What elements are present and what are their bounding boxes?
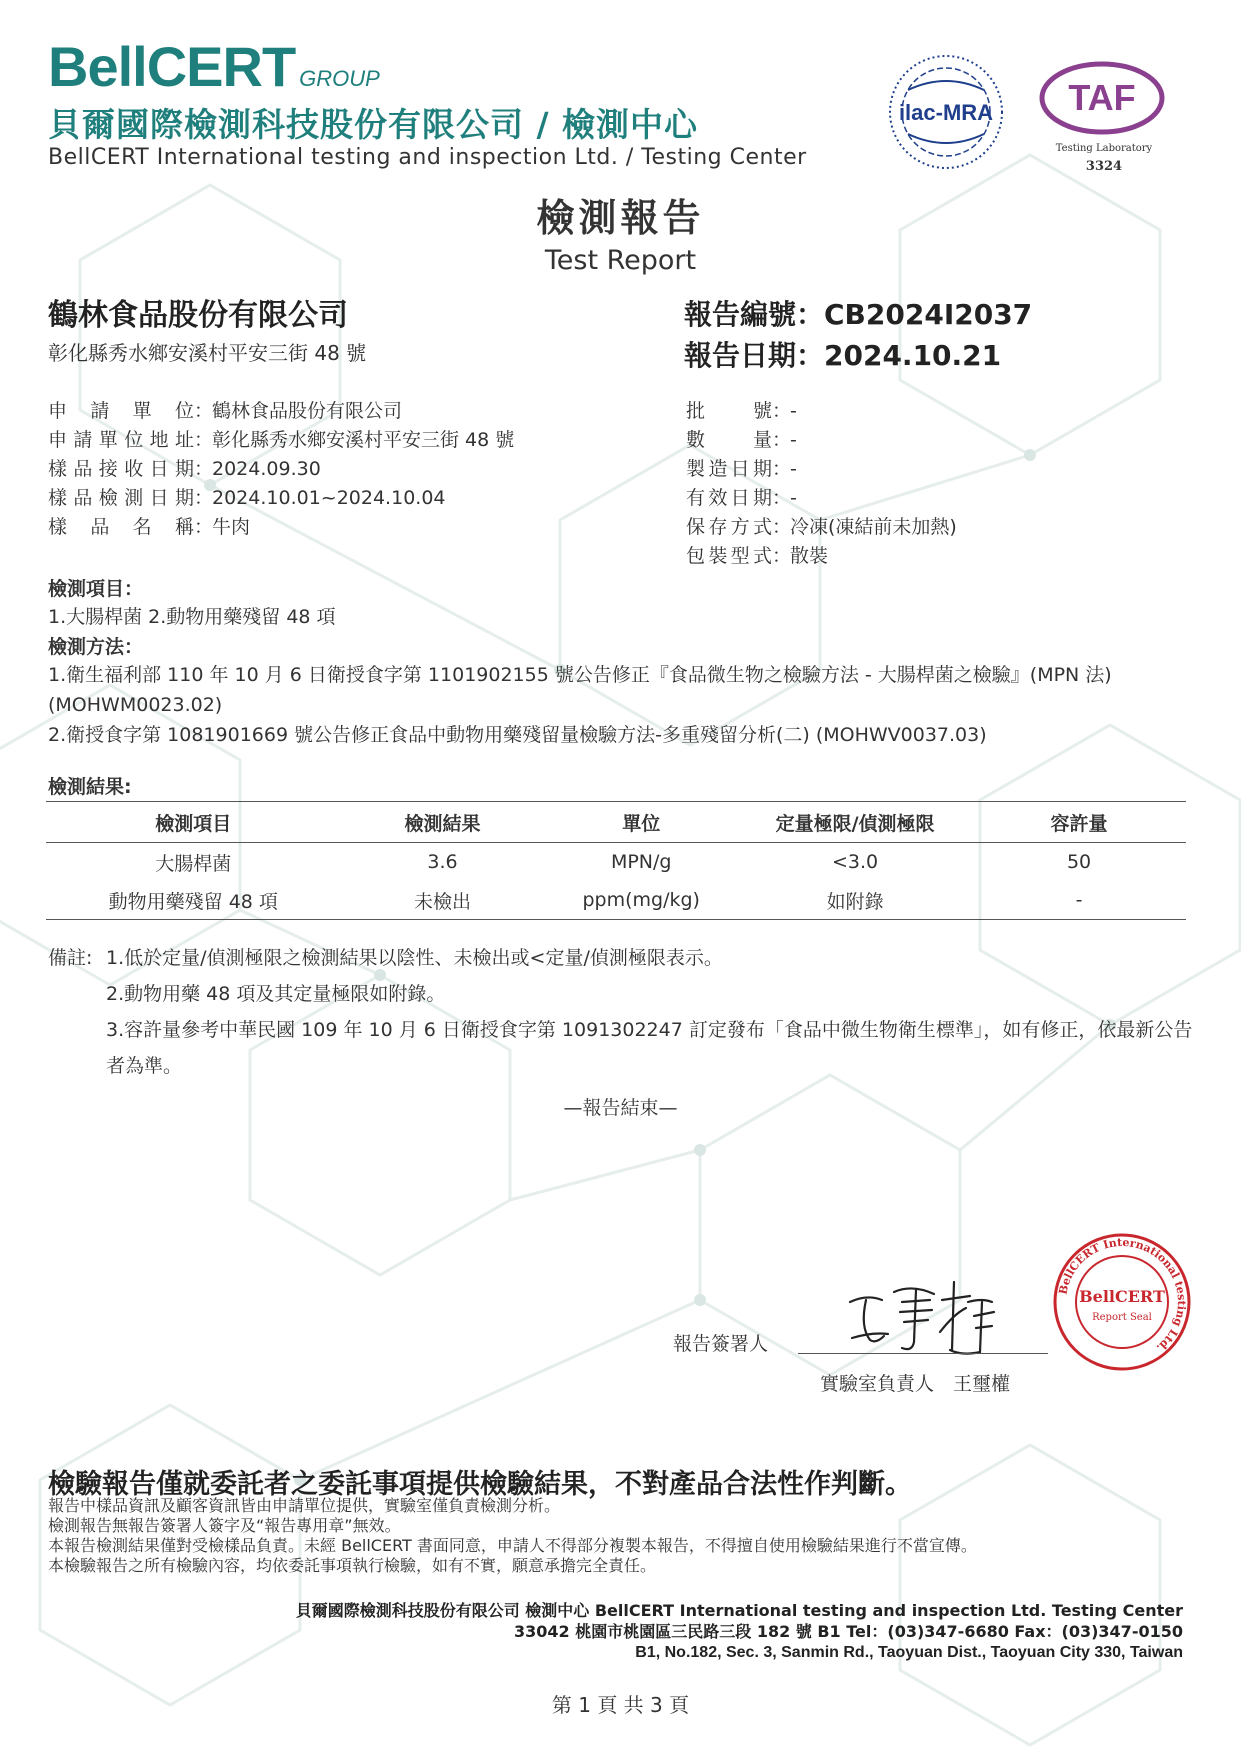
- table-row: [46, 843, 1186, 882]
- brand-logo: [48, 34, 380, 99]
- column-header: 容許量: [972, 802, 1186, 843]
- lab-supervisor-name: 實驗室負責人 王璽權: [820, 1373, 1011, 1395]
- report-date: 報告日期：2024.10.21: [684, 339, 1002, 372]
- info-value: 鶴林食品股份有限公司: [212, 400, 403, 422]
- disclaimer-line: 本報告檢測結果僅對受檢樣品負責。未經 BellCERT 書面同意，申請人不得部分複製本報告，不得擅自使用檢驗結果進行不當宣傳。: [48, 1536, 977, 1555]
- sample-info-right: [686, 397, 957, 571]
- column-header: 檢測結果: [341, 802, 545, 843]
- footer-line: 貝爾國際檢測科技股份有限公司 檢測中心 BellCERT International testing and inspection Ltd. Testing Center: [295, 1601, 1183, 1620]
- note-line: 2.動物用藥 48 項及其定量極限如附錄。: [106, 983, 446, 1005]
- taf-lab-label: Testing Laboratory: [1055, 143, 1153, 154]
- info-value: -: [790, 458, 797, 480]
- brand-sub: GROUP: [299, 66, 380, 91]
- test-methods-heading: 檢測方法：: [48, 636, 144, 658]
- info-label: 樣品名稱: [48, 516, 194, 538]
- report-seal-stamp: [1052, 1232, 1192, 1372]
- disclaimer-line: 本檢驗報告之所有檢驗內容，均依委託事項執行檢驗，如有不實，願意承擔完全責任。: [48, 1556, 657, 1575]
- info-row: 申請單位地址 ： 彰化縣秀水鄉安溪村平安三街 48 號: [48, 426, 514, 455]
- footer-line: B1, No.182, Sec. 3, Sanmin Rd., Taoyuan Dist., Taoyuan City 330, Taiwan: [635, 1644, 1183, 1661]
- info-row: 批號 ： -: [686, 397, 957, 426]
- info-row: 樣品檢測日期 ： 2024.10.01~2024.10.04: [48, 484, 514, 513]
- info-label: 批號: [686, 400, 772, 422]
- info-label: 保存方式: [686, 516, 772, 538]
- disclaimer-lines: [48, 1496, 977, 1576]
- info-label: 有效日期: [686, 487, 772, 509]
- info-label: 申請單位: [48, 400, 194, 422]
- signature-line: [798, 1353, 1048, 1354]
- brand-main: BellCERT: [48, 35, 296, 98]
- ilac-mra-logo: [886, 52, 1006, 172]
- info-row: 申請單位 ： 鶴林食品股份有限公司: [48, 397, 514, 426]
- taf-text: TAF: [1068, 77, 1136, 118]
- table-cell: 動物用藥殘留 48 項: [46, 881, 341, 920]
- info-value: -: [790, 429, 797, 451]
- signatory-label: 報告簽署人: [673, 1333, 769, 1355]
- table-cell: ppm(mg/kg): [544, 881, 738, 920]
- results-heading: 檢測結果:: [48, 776, 132, 798]
- info-row: 有效日期 ： -: [686, 484, 957, 513]
- seal-sub-text: Report Seal: [1092, 1312, 1152, 1323]
- disclaimer-headline: 檢驗報告僅就委託者之委託事項提供檢驗結果，不對產品合法性作判斷。: [48, 1469, 912, 1500]
- table-cell: MPN/g: [610, 851, 672, 873]
- info-value: 牛肉: [212, 516, 251, 538]
- info-value: 彰化縣秀水鄉安溪村平安三街 48 號: [212, 429, 515, 451]
- ilac-text: ilac-MRA: [898, 100, 994, 125]
- test-method-line: 2.衛授食字第 1081901669 號公告修正食品中動物用藥殘留量檢驗方法-多重殘留分析(二) (MOHWV0037.03): [48, 724, 987, 746]
- table-cell: 未檢出: [341, 881, 545, 920]
- table-cell: -: [972, 881, 1186, 920]
- company-name-en: BellCERT International testing and inspection Ltd. / Testing Center: [48, 145, 807, 170]
- disclaimer-line: 報告中樣品資訊及顧客資訊皆由申請單位提供，實驗室僅負責檢測分析。: [48, 1496, 561, 1515]
- test-methods-list: [48, 660, 1188, 750]
- column-header: 單位: [544, 802, 738, 843]
- seal-center-text: BellCERT: [1079, 1287, 1165, 1306]
- info-value: -: [790, 487, 797, 509]
- notes-label: 備註:: [48, 947, 93, 969]
- info-label: 包裝型式: [686, 545, 772, 567]
- results-table: [46, 801, 1186, 920]
- notes: [48, 940, 1193, 1084]
- test-items-heading: 檢測項目：: [48, 578, 144, 600]
- test-method-line: 1.衛生福利部 110 年 10 月 6 日衛授食字第 1101902155 號公告修正『食品微生物之檢驗方法 - 大腸桿菌之檢驗』(MPN 法) (MOHWM0023.02): [48, 664, 1112, 716]
- info-value: -: [790, 400, 797, 422]
- column-header: 檢測項目: [46, 802, 341, 843]
- seal-ring-text: BellCERT International testing Ltd.: [1056, 1235, 1189, 1355]
- info-value: 冷凍(凍結前未加熱): [790, 516, 957, 538]
- info-row: 保存方式 ： 冷凍(凍結前未加熱): [686, 513, 957, 542]
- table-cell: 3.6: [427, 851, 458, 873]
- client-address: 彰化縣秀水鄉安溪村平安三街 48 號: [48, 341, 367, 365]
- taf-lab-number: 3324: [1085, 159, 1123, 174]
- info-label: 申請單位地址: [48, 429, 194, 451]
- table-cell: 大腸桿菌: [155, 852, 232, 875]
- info-row: 樣品接收日期 ： 2024.09.30: [48, 455, 514, 484]
- note-line: 1.低於定量/偵測極限之檢測結果以陰性、未檢出或<定量/偵測極限表示。: [106, 947, 723, 969]
- info-row: 數量 ： -: [686, 426, 957, 455]
- info-label: 製造日期: [686, 458, 772, 480]
- report-end-marker: —報告結束—: [563, 1097, 678, 1119]
- test-items-text: 1.大腸桿菌 2.動物用藥殘留 48 項: [48, 606, 336, 628]
- info-value: 2024.10.01~2024.10.04: [212, 487, 446, 509]
- report-title-en: Test Report: [544, 245, 697, 276]
- report-title-zh: 檢測報告: [536, 196, 705, 240]
- info-value: 散裝: [790, 545, 829, 567]
- disclaimer-line: 檢測報告無報告簽署人簽字及“報告專用章”無效。: [48, 1516, 401, 1535]
- info-value: 2024.09.30: [212, 458, 321, 480]
- company-name-zh: 貝爾國際檢測科技股份有限公司 / 檢測中心: [48, 105, 699, 144]
- page-number: 第 1 頁 共 3 頁: [551, 1693, 690, 1717]
- table-row: [46, 881, 1186, 920]
- info-label: 數量: [686, 429, 772, 451]
- table-header-row: [46, 802, 1186, 843]
- report-number: 報告編號：CB2024I2037: [684, 298, 1033, 331]
- info-row: 製造日期 ： -: [686, 455, 957, 484]
- table-cell: 50: [1066, 851, 1092, 873]
- footer-line: 33042 桃園市桃園區三民路三段 182 號 B1 Tel：(03)347-6680 Fax：(03)347-0150: [514, 1622, 1183, 1641]
- info-row: 樣品名稱 ： 牛肉: [48, 513, 514, 542]
- info-label: 樣品檢測日期: [48, 487, 194, 509]
- column-header: 定量極限/偵測極限: [738, 802, 972, 843]
- footer-contact: [296, 1600, 1183, 1663]
- info-row: 包裝型式 ： 散裝: [686, 542, 957, 571]
- client-name: 鶴林食品股份有限公司: [48, 298, 348, 333]
- handwritten-signature: [842, 1272, 1002, 1357]
- table-cell: 如附錄: [738, 881, 972, 920]
- sample-info-left: [48, 397, 514, 542]
- info-label: 樣品接收日期: [48, 458, 194, 480]
- note-line: 3.容許量參考中華民國 109 年 10 月 6 日衛授食字第 1091302247 訂定發布「食品中微生物衛生標準」，如有修正，依最新公告者為準。: [106, 1019, 1193, 1077]
- table-cell: <3.0: [832, 851, 879, 873]
